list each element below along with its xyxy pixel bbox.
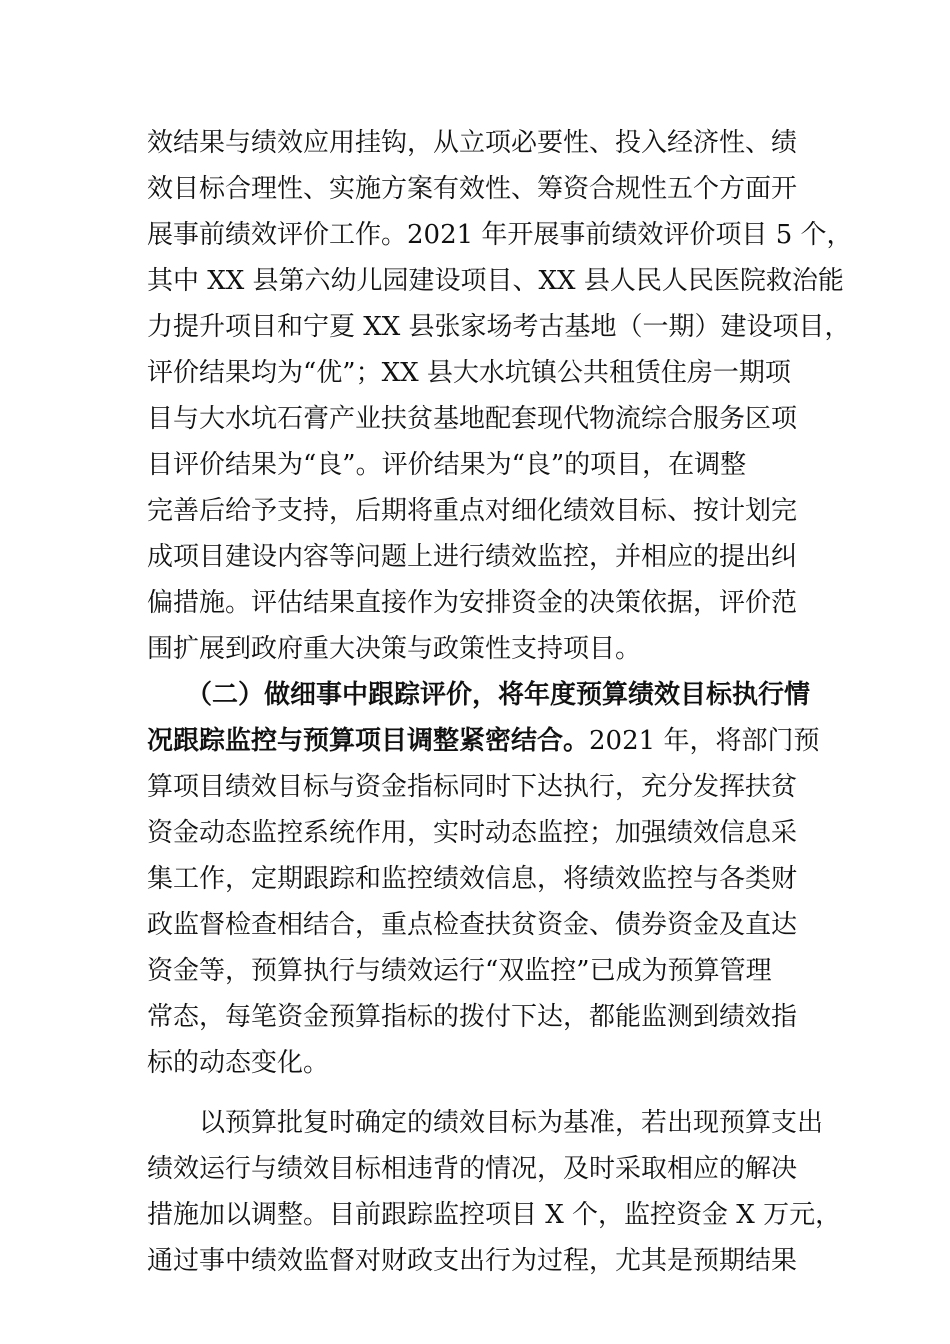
text-line: 效目标合理性、实施方案有效性、筹资合规性五个方面开 xyxy=(147,174,798,204)
section-heading-tail: 况跟踪监控与预算项目调整紧密结合。 xyxy=(147,726,590,756)
text-line: 绩效运行与绩效目标相违背的情况，及时采取相应的解决 xyxy=(147,1154,798,1184)
text-line: 措施加以调整。目前跟踪监控项目 X 个，监控资金 X 万元， xyxy=(147,1200,842,1230)
text-line: 展事前绩效评价工作。2021 年开展事前绩效评价项目 5 个， xyxy=(147,220,853,250)
text-line: 完善后给予支持，后期将重点对细化绩效目标、按计划完 xyxy=(147,496,798,526)
text-line: 力提升项目和宁夏 XX 县张家场考古基地（一期）建设项目， xyxy=(147,312,851,342)
text-line: 通过事中绩效监督对财政支出行为过程，尤其是预期结果 xyxy=(147,1246,798,1276)
text-line: 目与大水坑石膏产业扶贫基地配套现代物流综合服务区项 xyxy=(147,404,798,434)
text-line: 偏措施。评估结果直接作为安排资金的决策依据，评价范 xyxy=(147,588,798,618)
text-line: 常态，每笔资金预算指标的拨付下达，都能监测到绩效指 xyxy=(147,1002,798,1032)
text-line: 资金等，预算执行与绩效运行“双监控”已成为预算管理 xyxy=(147,956,772,986)
paragraph-pre-assessment xyxy=(147,120,853,672)
text-line: 评价结果均为“优”；XX 县大水坑镇公共租赁住房一期项 xyxy=(147,358,791,388)
text-line: 算项目绩效目标与资金指标同时下达执行，充分发挥扶贫 xyxy=(147,772,798,802)
document-body xyxy=(147,120,853,1284)
text-line: 目评价结果为“良”。评价结果为“良”的项目，在调整 xyxy=(147,450,747,480)
paragraph-target-baseline xyxy=(147,1100,842,1284)
text-line: 资金动态监控系统作用，实时动态监控；加强绩效信息采 xyxy=(147,818,798,848)
text-line: 其中 XX 县第六幼儿园建设项目、XX 县人民人民医院救治能 xyxy=(147,266,844,296)
paragraph-spacer xyxy=(147,1086,807,1100)
text-line: 政监督检查相结合，重点检查扶贫资金、债券资金及直达 xyxy=(147,910,798,940)
text-run: 2021 年，将部门预 xyxy=(589,726,820,756)
paragraph-in-process-tracking xyxy=(147,672,820,1086)
text-line: 效结果与绩效应用挂钩，从立项必要性、投入经济性、绩 xyxy=(147,128,798,158)
text-line: 集工作，定期跟踪和监控绩效信息，将绩效监控与各类财 xyxy=(147,864,798,894)
section-heading-line: （二）做细事中跟踪评价，将年度预算绩效目标执行情 xyxy=(147,680,811,710)
text-line: 围扩展到政府重大决策与政策性支持项目。 xyxy=(147,634,642,664)
text-line xyxy=(147,718,820,764)
text-line: 标的动态变化。 xyxy=(147,1048,330,1078)
text-line: 成项目建设内容等问题上进行绩效监控，并相应的提出纠 xyxy=(147,542,798,572)
text-line: 以预算批复时确定的绩效目标为基准，若出现预算支出 xyxy=(147,1108,824,1138)
